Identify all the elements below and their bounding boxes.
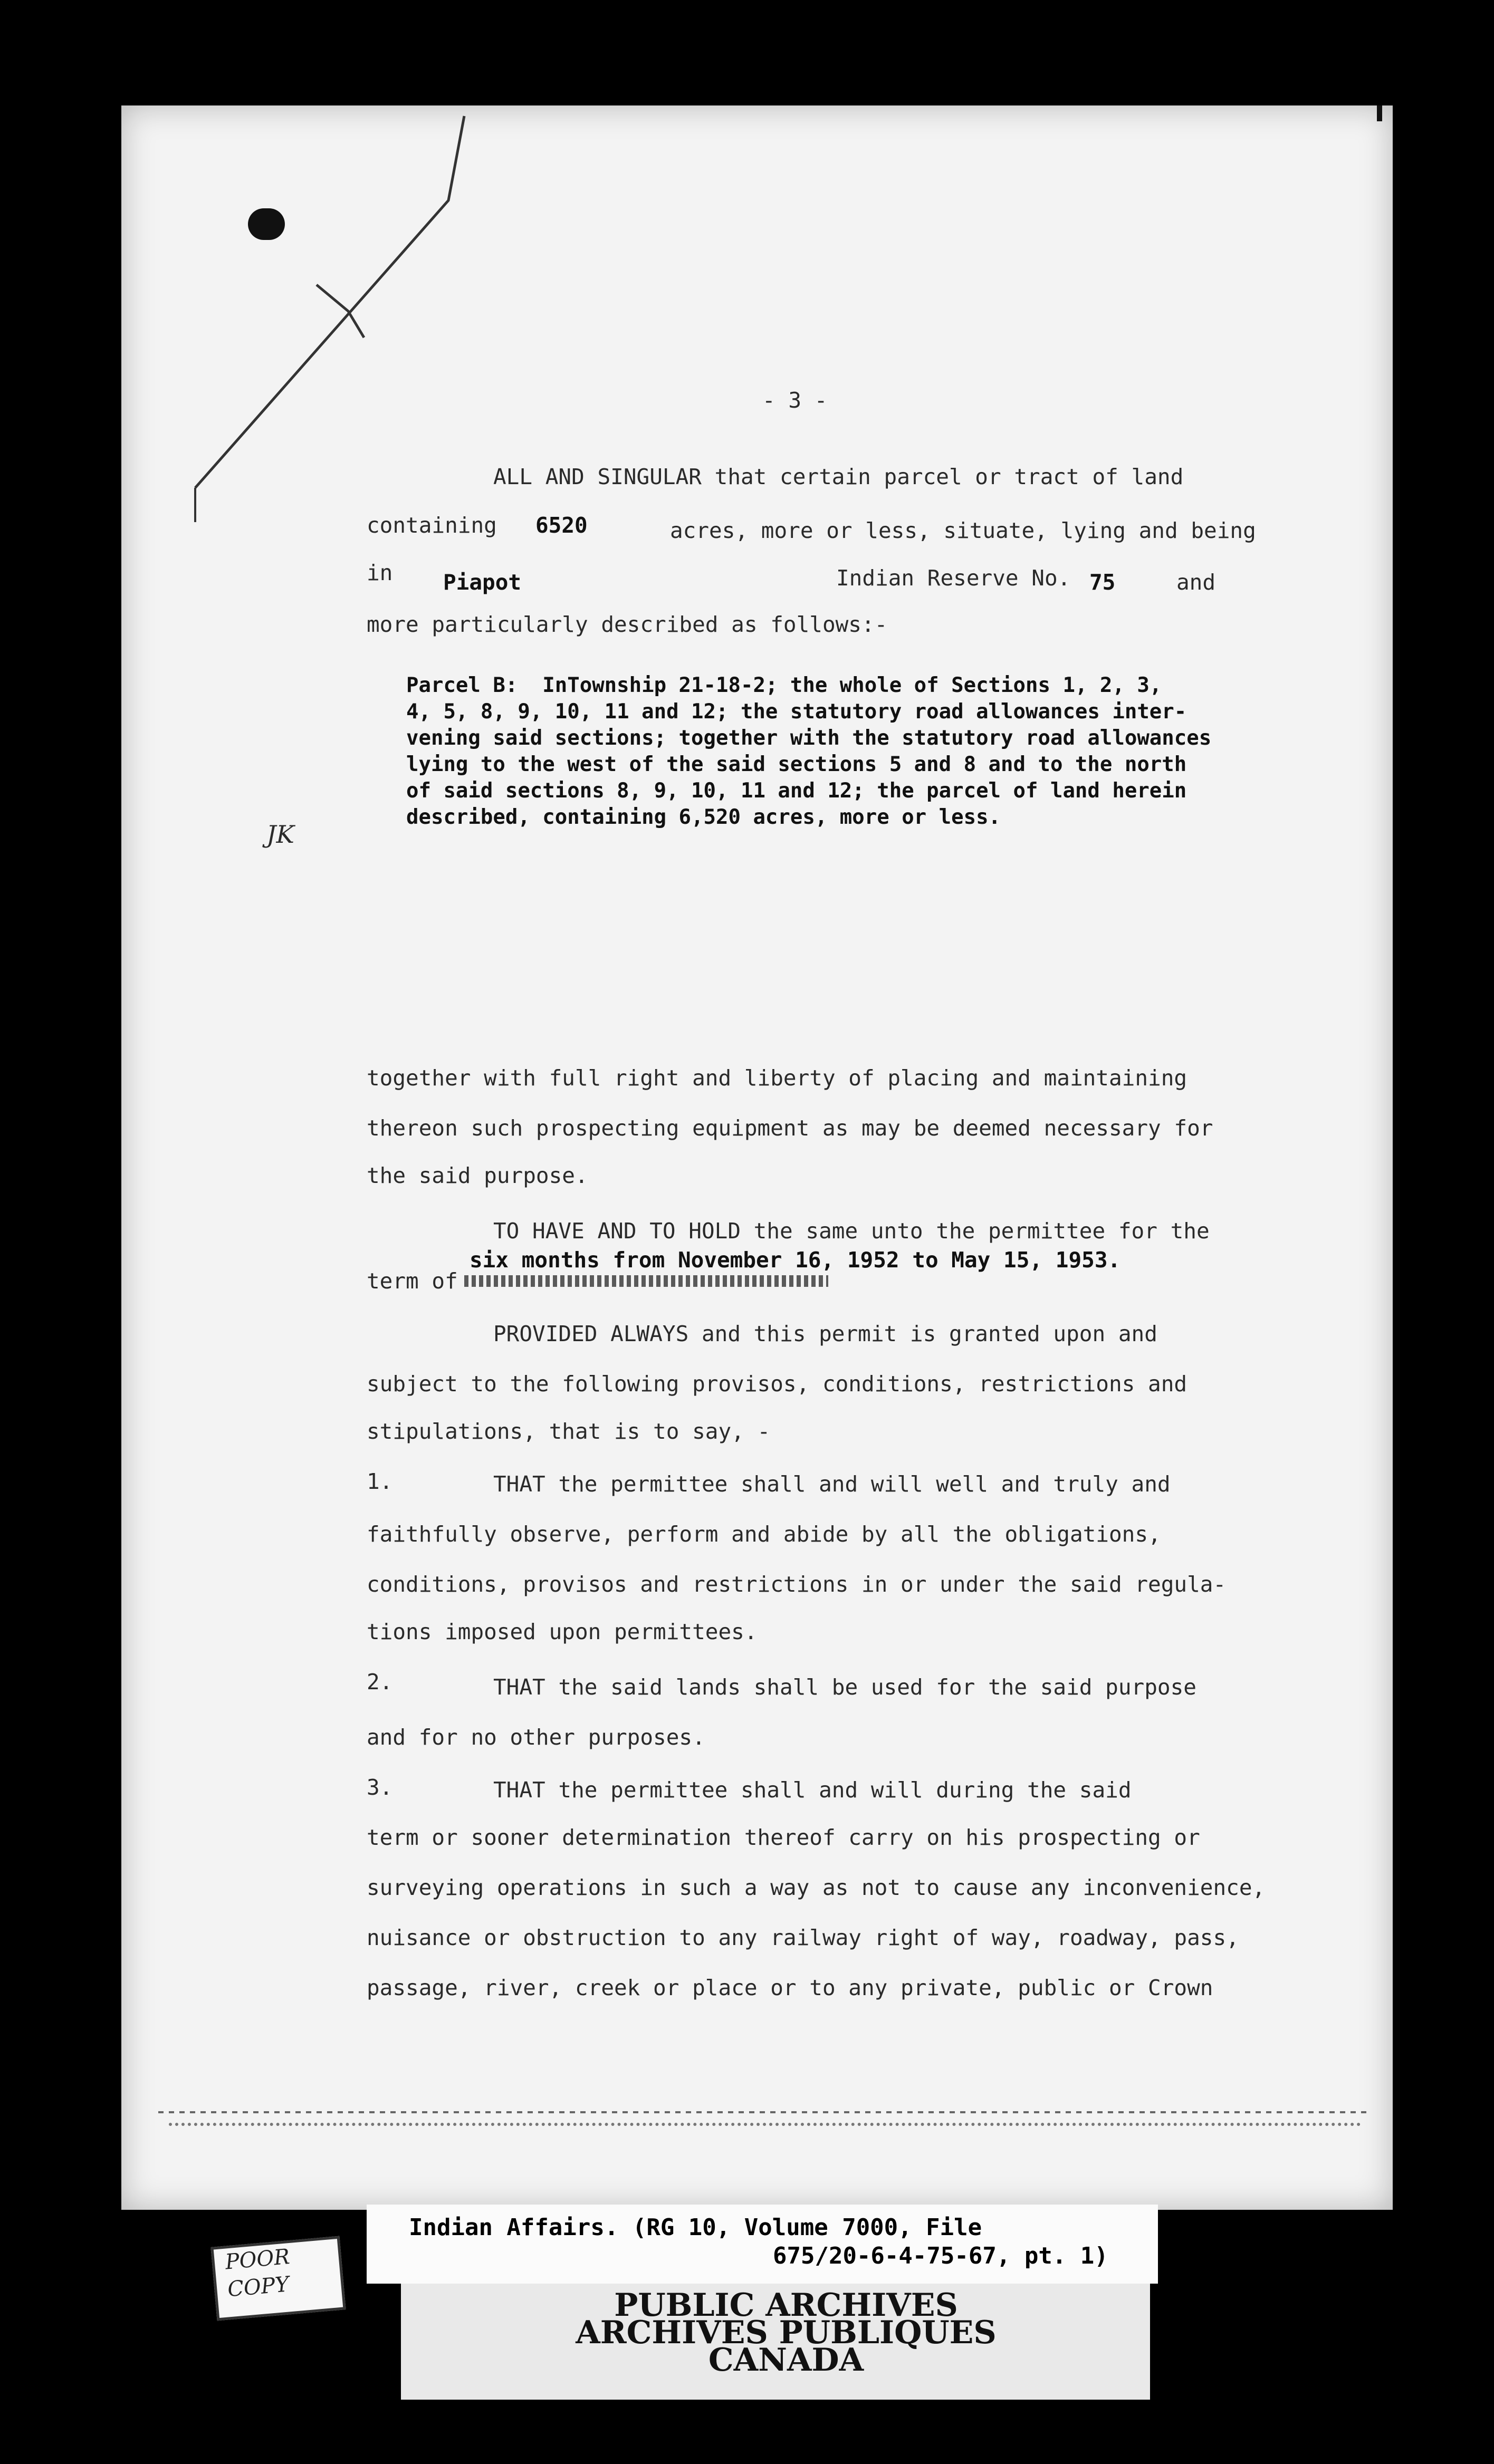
body-line: term or sooner determination thereof carry on his prospecting or (367, 1825, 1200, 1850)
parcel-line: 4, 5, 8, 9, 10, 11 and 12; the statutory road allowances inter- (406, 700, 1187, 724)
body-line: THAT the permittee shall and will well and truly and (493, 1471, 1171, 1497)
intro-line-1: ALL AND SINGULAR that certain parcel or tract of land (493, 464, 1184, 489)
body-line: together with full right and liberty of placing and maintaining (367, 1065, 1187, 1091)
parcel-line: vening said sections; together with the statutory road allowances (406, 726, 1212, 750)
clause-number: 1. (367, 1469, 393, 1494)
margin-initials: JK (266, 820, 294, 849)
struck-out-text (464, 1275, 828, 1287)
body-line: term of (367, 1268, 458, 1294)
reserve-name: Piapot (443, 570, 522, 595)
body-line: faithfully observe, perform and abide by all the obligations, (367, 1522, 1161, 1547)
acres-value: 6520 (535, 513, 588, 538)
body-line: and for no other purposes. (367, 1725, 705, 1750)
body-line: THAT the permittee shall and will during the said (493, 1777, 1132, 1803)
body-line: TO HAVE AND TO HOLD the same unto the permittee for the (493, 1218, 1210, 1244)
intro-line-3-suffix: and (1176, 570, 1216, 595)
archive-reference-line-2: 675/20-6-4-75-67, pt. 1) (773, 2242, 1108, 2269)
body-line: conditions, provisos and restrictions in or under the said regula- (367, 1572, 1227, 1597)
parcel-line: of said sections 8, 9, 10, 11 and 12; the parcel of land herein (406, 779, 1187, 803)
reserve-number: 75 (1089, 570, 1116, 595)
body-line: stipulations, that is to say, - (367, 1419, 771, 1444)
archive-reference-slip (367, 2205, 1158, 2284)
parcel-line: lying to the west of the said sections 5 and 8 and to the north (406, 753, 1187, 776)
body-line: THAT the said lands shall be used for the said purpose (493, 1674, 1196, 1700)
poor-copy-label (210, 2236, 346, 2321)
archive-stamp-line-1: PUBLIC ARCHIVES (614, 2287, 958, 2324)
body-line: the said purpose. (367, 1163, 588, 1188)
clause-number: 3. (367, 1775, 393, 1800)
body-line: surveying operations in such a way as not to cause any inconvenience, (367, 1875, 1266, 1900)
body-line: nuisance or obstruction to any railway right of way, roadway, pass, (367, 1925, 1239, 1950)
page-number: - 3 - (762, 388, 828, 413)
archive-stamp (528, 2287, 1045, 2379)
archive-stamp-line-2: ARCHIVES PUBLIQUES (576, 2314, 997, 2351)
clause-number: 2. (367, 1669, 393, 1695)
ink-stroke-mark (1377, 105, 1382, 121)
term-duration: six months from November 16, 1952 to May 15, 1953. (470, 1247, 1121, 1273)
archive-stamp-line-3: CANADA (708, 2342, 864, 2379)
body-line: passage, river, creek or place or to any private, public or Crown (367, 1975, 1213, 2000)
body-line: PROVIDED ALWAYS and this permit is granted upon and (493, 1321, 1157, 1346)
ink-blot-mark (248, 208, 285, 240)
parcel-description (406, 672, 1211, 831)
intro-line-2-prefix: containing (367, 513, 497, 538)
body-line: tions imposed upon permittees. (367, 1619, 758, 1644)
body-line: thereon such prospecting equipment as may be deemed necessary for (367, 1115, 1213, 1141)
body-line: subject to the following provisos, conditions, restrictions and (367, 1371, 1187, 1397)
reserve-label: Indian Reserve No. (836, 565, 1071, 591)
intro-line-4: more particularly described as follows:- (367, 612, 888, 637)
page-bottom-edge (169, 2123, 1361, 2136)
poor-copy-line-2: COPY (226, 2272, 290, 2302)
parcel-line: Parcel B: InTownship 21-18-2; the whole of Sections 1, 2, 3, (406, 673, 1162, 697)
archive-reference-line-1: Indian Affairs. (RG 10, Volume 7000, File (409, 2214, 982, 2241)
intro-line-3-prefix: in (367, 560, 393, 585)
intro-line-2-suffix: acres, more or less, situate, lying and being (670, 518, 1256, 543)
poor-copy-line-1: POOR (224, 2245, 291, 2275)
parcel-line: described, containing 6,520 acres, more or less. (406, 805, 1001, 829)
